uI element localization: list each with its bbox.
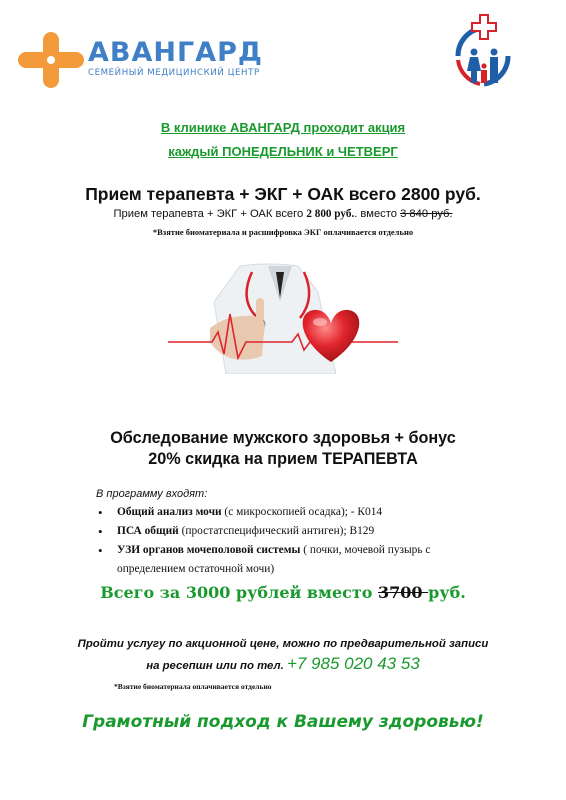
offer2-title-line-2: 20% скидка на прием ТЕРАПЕВТА [148,450,418,468]
booking-line-2-prefix: на ресепшн или по тел. [146,660,287,672]
offer2-total-suffix: руб. [428,583,466,602]
brand-name: АВАНГАРД [88,37,263,68]
program-item-bold: ПСА общий [117,525,179,537]
offer2-title-line-1: Обследование мужского здоровья + бонус [110,429,456,447]
offer2-total-old: 3700 [378,583,429,602]
offer1-detail-prefix: Прием терапевта + ЭКГ + ОАК всего [113,208,307,220]
program-item-rest: (простатспецифический антиген); В129 [178,525,375,537]
phone-number[interactable]: +7 985 020 43 53 [286,654,420,673]
offer1-detail-mid: . вместо [354,208,401,220]
program-item-bold: Общий анализ мочи [117,506,222,518]
offer1-title: Прием терапевта + ЭКГ + ОАК всего 2800 руб. [85,184,481,204]
brand [88,38,263,78]
promo-line-1: В клинике АВАНГАРД проходит акция [160,120,406,135]
offer1-detail [0,208,566,220]
slogan: Грамотный подход к Вашему здоровью! [82,712,484,732]
offer2-total-prefix: Всего за 3000 рублей вместо [100,583,379,602]
offer2-total [0,583,566,602]
promo-line-2: каждый ПОНЕДЕЛЬНИК и ЧЕТВЕРГ [168,144,398,159]
offer1-old-price: 3 840 руб. [400,208,453,220]
family-logo-icon [444,12,522,92]
brand-subtitle: СЕМЕЙНЫЙ МЕДИЦИНСКИЙ ЦЕНТР [88,68,260,78]
booking-line-2 [0,654,566,674]
program-item-bold: УЗИ органов мочеполовой системы [117,544,301,556]
booking-note: *Взятие биоматериала оплачивается отдельно [114,682,272,691]
program-item [95,522,475,541]
program-list [95,503,475,579]
program-label: В программу входят: [96,488,208,500]
brand-logo-icon [18,32,84,88]
program-item [95,503,475,522]
offer1-price: 2 800 руб. [306,208,355,220]
offer1-note: *Взятие биоматериала и расшифровка ЭКГ оплачивается отдельно [152,227,414,237]
program-item-rest: ( почки, мочевой пузырь с определением остаточной мочи) [117,544,431,575]
program-item-rest: (с микроскопией осадка); - К014 [221,506,383,518]
doctor-heart-illustration-icon [168,262,398,374]
booking-line-1: Пройти услугу по акционной цене, можно по предварительной записи [77,638,489,650]
program-item [95,541,475,579]
